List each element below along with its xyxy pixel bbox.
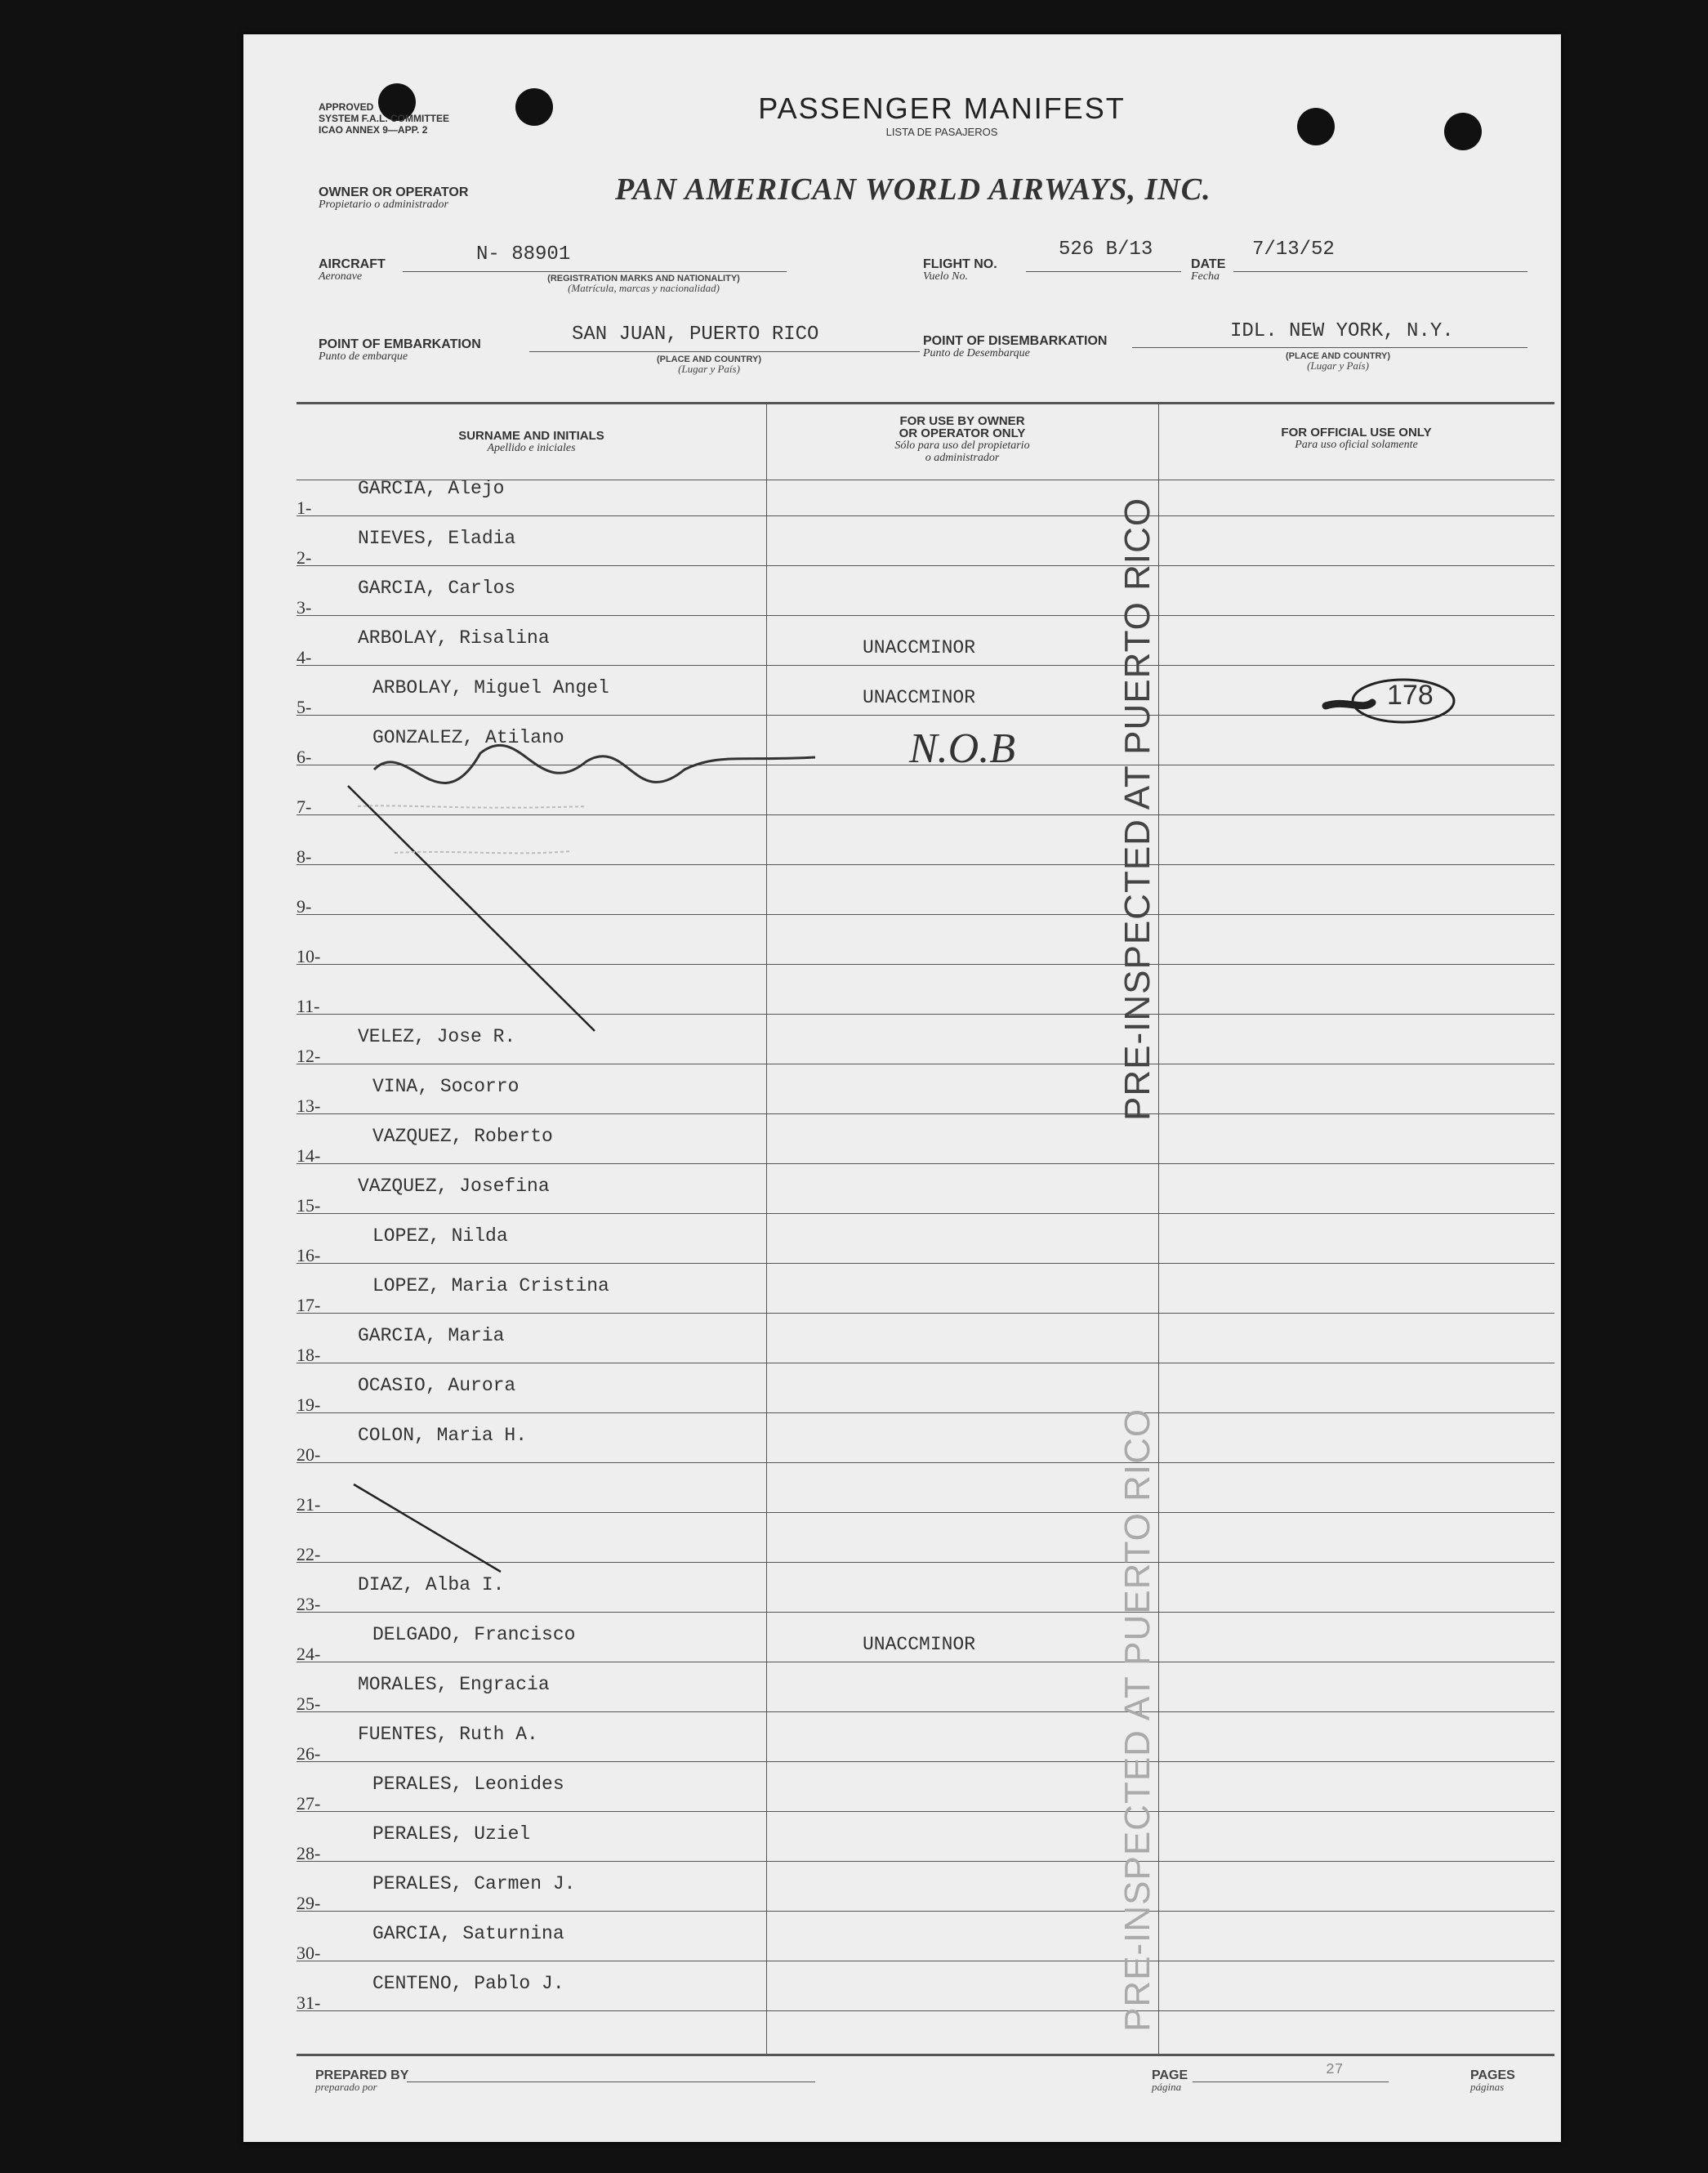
passenger-name: LOPEZ, Nilda bbox=[372, 1225, 508, 1247]
row-number: 12- bbox=[297, 1046, 321, 1066]
passenger-name: GARCIA, Carlos bbox=[358, 578, 516, 599]
owner-note: UNACCMINOR bbox=[863, 637, 976, 658]
column-header-surname: SURNAME AND INITIALS Apellido e iniciales bbox=[458, 429, 604, 454]
page-subtitle: LISTA DE PASAJEROS bbox=[885, 126, 998, 138]
embark-value: SAN JUAN, PUERTO RICO bbox=[572, 323, 819, 346]
passenger-name: VINA, Socorro bbox=[372, 1076, 520, 1097]
flight-value: 526 B/13 bbox=[1059, 239, 1153, 261]
row-number: 9- bbox=[297, 896, 312, 917]
official-number: 178 bbox=[1387, 680, 1434, 711]
embark-caption: (PLACE AND COUNTRY) (Lugar y País) bbox=[656, 355, 762, 375]
passenger-name: VELEZ, Jose R. bbox=[358, 1026, 516, 1047]
preinspected-stamp-lower: PRE-INSPECTED AT PUERTO RICO bbox=[1117, 1408, 1157, 2032]
date-value: 7/13/52 bbox=[1252, 239, 1335, 261]
passenger-name: DELGADO, Francisco bbox=[372, 1624, 576, 1645]
disembark-value: IDL. NEW YORK, N.Y. bbox=[1230, 320, 1454, 342]
row-number: 20- bbox=[297, 1444, 321, 1465]
embark-label: POINT OF EMBARKATION Punto de embarque bbox=[319, 337, 481, 363]
row-number: 3- bbox=[297, 597, 312, 618]
aircraft-label: AIRCRAFT Aeronave bbox=[319, 257, 386, 283]
passenger-name: GARCIA, Alejo bbox=[358, 478, 505, 499]
row-number: 27- bbox=[297, 1793, 321, 1814]
table-bottom-border bbox=[297, 2054, 1554, 2056]
passenger-name: GARCIA, Maria bbox=[358, 1325, 505, 1346]
row-number: 11- bbox=[297, 996, 320, 1016]
airline-name: PAN AMERICAN WORLD AIRWAYS, INC. bbox=[615, 172, 1211, 207]
approval-line: ICAO ANNEX 9—APP. 2 bbox=[319, 124, 428, 136]
passenger-name: GARCIA, Saturnina bbox=[372, 1923, 564, 1944]
prepared-by-label: PREPARED BY preparado por bbox=[315, 2068, 409, 2093]
passenger-name: VAZQUEZ, Roberto bbox=[372, 1126, 553, 1147]
row-number: 8- bbox=[297, 846, 312, 867]
row-number: 30- bbox=[297, 1943, 321, 1963]
row-number: 6- bbox=[297, 747, 312, 767]
owner-note: UNACCMINOR bbox=[863, 1634, 976, 1655]
passenger-name: PERALES, Uziel bbox=[372, 1823, 531, 1845]
row-number: 24- bbox=[297, 1644, 321, 1664]
passenger-name: ARBOLAY, Risalina bbox=[358, 627, 550, 649]
row-number: 25- bbox=[297, 1693, 321, 1714]
passenger-name: GONZALEZ, Atilano bbox=[372, 727, 564, 748]
passenger-name: NIEVES, Eladia bbox=[358, 528, 516, 549]
passenger-name: VAZQUEZ, Josefina bbox=[358, 1176, 550, 1197]
manifest-sheet bbox=[243, 34, 1561, 2142]
passenger-name: LOPEZ, Maria Cristina bbox=[372, 1275, 609, 1296]
column-header-owner-use: FOR USE BY OWNER OR OPERATOR ONLY Sólo para uso del propietario o administrador bbox=[894, 414, 1030, 464]
preinspected-stamp-upper: PRE-INSPECTED AT PUERTO RICO bbox=[1117, 497, 1157, 1121]
aircraft-caption: (REGISTRATION MARKS AND NATIONALITY) (Matrícula, marcas y nacionalidad) bbox=[547, 274, 740, 294]
row-number: 4- bbox=[297, 647, 312, 667]
passenger-name: FUENTES, Ruth A. bbox=[358, 1724, 538, 1745]
passenger-name: PERALES, Carmen J. bbox=[372, 1873, 576, 1894]
row-number: 5- bbox=[297, 697, 312, 717]
row-number: 13- bbox=[297, 1095, 321, 1116]
row-number: 15- bbox=[297, 1195, 321, 1216]
row-number: 21- bbox=[297, 1494, 321, 1515]
row-number: 18- bbox=[297, 1345, 321, 1365]
passenger-name: PERALES, Leonides bbox=[372, 1774, 564, 1795]
row-number: 2- bbox=[297, 547, 312, 568]
row-number: 22- bbox=[297, 1544, 321, 1564]
row-number: 17- bbox=[297, 1295, 321, 1315]
row-number: 14- bbox=[297, 1145, 321, 1166]
passenger-name: MORALES, Engracia bbox=[358, 1674, 550, 1695]
row-number: 1- bbox=[297, 498, 312, 518]
page-label: PAGE página bbox=[1152, 2068, 1188, 2093]
owner-note: N.O.B bbox=[909, 725, 1015, 772]
handwritten-marks bbox=[243, 34, 1561, 2142]
owner-label: OWNER OR OPERATOR Propietario o administrador bbox=[319, 185, 469, 211]
passenger-name: DIAZ, Alba I. bbox=[358, 1574, 505, 1595]
pages-label: PAGES páginas bbox=[1470, 2068, 1515, 2093]
passenger-name: ARBOLAY, Miguel Angel bbox=[372, 677, 609, 698]
row-number: 16- bbox=[297, 1245, 321, 1265]
page-title: PASSENGER MANIFEST bbox=[758, 91, 1126, 125]
row-number: 23- bbox=[297, 1594, 321, 1614]
row-number: 29- bbox=[297, 1893, 321, 1913]
row-number: 10- bbox=[297, 946, 321, 966]
passenger-name: OCASIO, Aurora bbox=[358, 1375, 516, 1396]
column-header-official: FOR OFFICIAL USE ONLY Para uso oficial solamente bbox=[1281, 426, 1432, 451]
disembark-caption: (PLACE AND COUNTRY) (Lugar y País) bbox=[1285, 351, 1391, 372]
row-number: 26- bbox=[297, 1743, 321, 1764]
row-number: 19- bbox=[297, 1394, 321, 1415]
row-number: 28- bbox=[297, 1843, 321, 1863]
row-number: 31- bbox=[297, 1992, 321, 2013]
flight-label: FLIGHT NO. Vuelo No. bbox=[923, 257, 997, 283]
row-number: 7- bbox=[297, 796, 312, 817]
approval-line: SYSTEM F.A.L. COMMITTEE bbox=[319, 113, 450, 124]
disembark-label: POINT OF DISEMBARKATION Punto de Desembarque bbox=[923, 334, 1108, 359]
passenger-name: COLON, Maria H. bbox=[358, 1425, 528, 1446]
aircraft-value: N- 88901 bbox=[476, 243, 571, 265]
passenger-name: CENTENO, Pablo J. bbox=[372, 1973, 564, 1994]
approval-line: APPROVED bbox=[319, 101, 374, 113]
owner-note: UNACCMINOR bbox=[863, 687, 976, 708]
page-value: 27 bbox=[1326, 2062, 1344, 2078]
date-label: DATE Fecha bbox=[1191, 257, 1226, 283]
